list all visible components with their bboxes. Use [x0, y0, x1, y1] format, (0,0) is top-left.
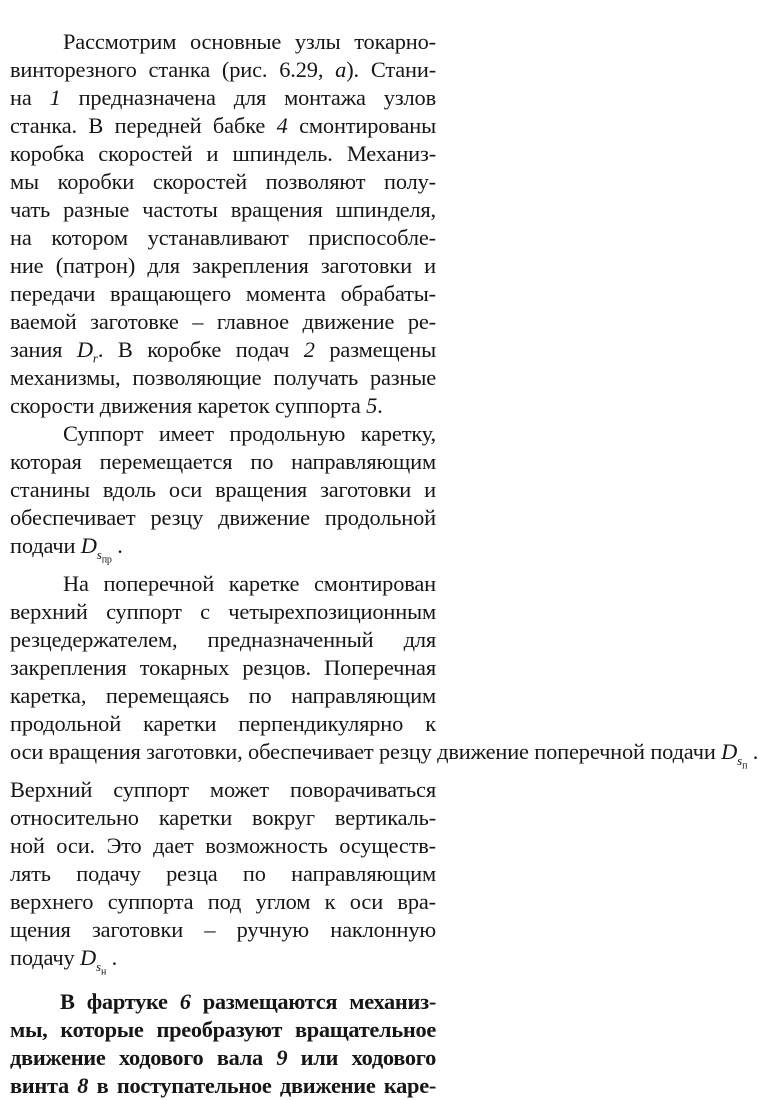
- text-line: продольной каретки перпендикулярно к: [10, 711, 436, 737]
- text-line: механизмы, позволяющие получать разные: [10, 365, 436, 391]
- text-line: подачи $D_{s_{пр}}$ .: [10, 533, 123, 566]
- text-line: станка. В передней бабке 4 смонтированы: [10, 113, 436, 139]
- text-line: лять подачу резца по направляющим: [10, 861, 436, 887]
- text-line: оси вращения заготовки, обеспечивает резцу движение поперечной подачи $D_{s_п}$ .: [10, 739, 758, 772]
- text-line: каретка, перемещаясь по направляющим: [10, 683, 436, 709]
- text-line: относительно каретки вокруг вертикаль-: [10, 805, 436, 831]
- text-line: закрепления токарных резцов. Поперечная: [10, 655, 436, 681]
- text-line: скорости движения кареток суппорта 5.: [10, 393, 383, 419]
- text-line: верхний суппорт с четырехпозиционным: [10, 599, 436, 625]
- text-line: щения заготовки – ручную наклонную: [10, 917, 436, 943]
- text-line: ной оси. Это дает возможность осуществ-: [10, 833, 436, 859]
- text-line: на котором устанавливают приспособле-: [10, 225, 436, 251]
- text-line: резцедержателем, предназначенный для: [10, 627, 436, 653]
- text-line: коробка скоростей и шпиндель. Механиз-: [10, 141, 436, 167]
- text-line: В фартуке 6 размещаются механиз-: [60, 989, 436, 1015]
- text-line: передачи вращающего момента обрабаты-: [10, 281, 436, 307]
- text-line: ние (патрон) для закрепления заготовки и: [10, 253, 436, 279]
- text-line: движение ходового вала 9 или ходового: [10, 1045, 436, 1071]
- text-line: мы, которые преобразуют вращательное: [10, 1017, 436, 1043]
- text-line: чать разные частоты вращения шпинделя,: [10, 197, 436, 223]
- text-line: Верхний суппорт может поворачиваться: [10, 777, 436, 803]
- text-line: на 1 предназначена для монтажа узлов: [10, 85, 436, 111]
- text-line: ваемой заготовке – главное движение ре-: [10, 309, 436, 335]
- text-line: Суппорт имеет продольную каретку,: [63, 421, 436, 447]
- text-line: винторезного станка (рис. 6.29, а). Стани-: [10, 57, 436, 83]
- text-line: На поперечной каретке смонтирован: [63, 571, 436, 597]
- text-line: мы коробки скоростей позволяют полу-: [10, 169, 436, 195]
- text-line: винта 8 в поступательное движение каре-: [10, 1073, 436, 1099]
- text-line: подачу $D_{s_н}$ .: [10, 945, 118, 978]
- text-line: Рассмотрим основные узлы токарно-: [63, 29, 436, 55]
- text-line: зания $D_r$. В коробке подач 2 размещены: [10, 337, 436, 366]
- text-line: которая перемещается по направляющим: [10, 449, 436, 475]
- text-line: станины вдоль оси вращения заготовки и: [10, 477, 436, 503]
- text-line: обеспечивает резцу движение продольной: [10, 505, 436, 531]
- text-line: верхнего суппорта под углом к оси вра-: [10, 889, 436, 915]
